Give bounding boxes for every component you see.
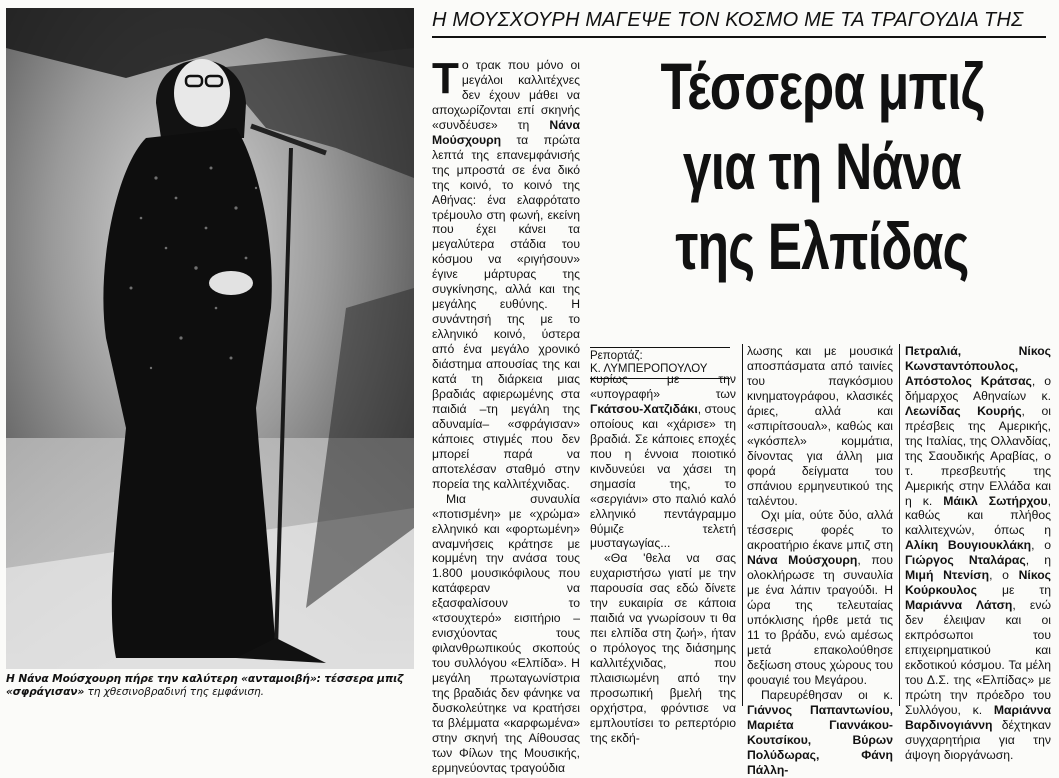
name-bold: Νάνα Μούσχουρη — [432, 117, 580, 147]
article-column-2 — [590, 372, 736, 745]
hands — [209, 271, 253, 295]
text-run: , ο — [989, 568, 1019, 583]
text-run: Οχι μία, ούτε δύο, αλλά τέσσερις φορές το ακροατήριο έκανε μπιζ στη — [747, 508, 893, 553]
singer-on-stage-image — [6, 8, 414, 669]
name-bold: Μαριάννα Βαρδινογιάννη — [905, 702, 1051, 732]
article-column-1 — [432, 54, 580, 775]
name-bold: Μαριάννα Λάτση — [905, 598, 1013, 613]
text-run: , η — [1025, 553, 1051, 568]
kicker-headline: Η ΜΟΥΣΧΟΥΡΗ ΜΑΓΕΨΕ ΤΟΝ ΚΟΣΜΟ ΜΕ ΤΑ ΤΡΑΓΟΥΔΙΑ ΤΗΣ — [432, 6, 1046, 38]
text-run: , που ολοκλήρωσε τη συναυλία με ένα λάπιν τραγούδι. Η ώρα της τελευταίας υπόκλισης ήρθε μετά τις 11 το βράδυ, ενώ αμέσως μετά επακολούθησε δεξίωση στους χώρους του φουαγιέ του Μεγάρου. — [747, 553, 893, 687]
paragraph: «Θα 'θελα να σας ευχαριστήσω γιατί με την παρουσία σας εδώ δίνετε την ευκαιρία σε κάποια παιδιά να γνωρίσουν τι θα πει ελπίδα στη ζωή», ήταν ο πρόλογος της διάσημης καλλιτέχνιδας, που πλαισιωμένη από την προσωπική βμελή της ορχήστρα, φρόντισε να εμπλουτίσει το ρεπερτόριο της εκδή- — [590, 551, 736, 745]
text-run: , ο δήμαρχος Αθηναίων κ. — [905, 373, 1051, 403]
text-run: ο τρακ που μόνο οι μεγάλοι καλλιτέχνες δεν έχουν μάθει να αποχωρίζονται επί σκηνής «συνδέυσε» τη — [432, 58, 580, 132]
dress — [103, 128, 276, 658]
text-run: τα πρώτα λεπτά της επανεμφάνισής της μπροστά σε ένα δικό της κοινό, το κοινό της Αθήνας: ένα ελαφρότατο τρέμουλο στη φωνή, εκείνη που έχει κάνει τα μεγαλύτερα στάδια του κόσμου να «ριγήσουν» έγινε μάρτυρας της συγκίνησης, αλλά και της μεγάλης ευθύνης. Η συνάντησή της με το ελληνικό κοινό, ύστερα από ένα μεγάλο χρονικό διάστημα απουσίας της και κατά τη διάρκεια μιας βραδιάς αφιερωμένης στα παιδιά –τη μεγάλη της αδυναμία– «σφράγισαν» κάποιες στιγμές που δεν μπορεί παρά να αποτελέσαν σταθμό στην πορεία της καλλιτέχνιδας. — [432, 132, 580, 491]
name-bold: Μιμή Ντενίση — [905, 568, 990, 583]
text-run: δέχτηκαν συγχαρητήρια για την άψογη διοργάνωση. — [905, 717, 1051, 762]
paragraph: λωσης και με μουσικά αποσπάσματα από ταινίες του παγκόσμιου κινηματογράφου, κλασικές άριες, αλλά και «σπιρίτσουαλ», καθώς και «γκόσπελ» κομμάτια, δίνοντας για άλλη μια φορά δείγματα του σπάνιου ερμηνευτικού της ταλέντου. — [747, 344, 893, 508]
main-headline — [644, 46, 1000, 286]
headline-line-2: για τη Νάνα — [682, 129, 962, 203]
name-bold: Αλίκη Βουγιουκλάκη — [905, 538, 1032, 553]
text-run: , καθώς και πλήθος καλλιτεχνών, όπως η — [905, 493, 1051, 538]
caption-bold-2: «σφράγισαν» — [6, 686, 85, 698]
article-column-4 — [905, 344, 1051, 762]
text-run: , ενώ δεν έλειψαν και οι εκπρόσωποι του επιχειρηματικού και εκδοτικού κόσμου. Τα μέλη του Δ.Σ. της «Ελπίδας» με πρώτη την πρόεδρο του Συλλόγου, κ. — [905, 598, 1051, 717]
name-bold: Γκάτσου-Χατζιδάκι — [590, 401, 698, 416]
caption-rest: τη χθεσινοβραδινή της εμφάνιση. — [84, 686, 264, 698]
text-run: Παρευρέθησαν οι κ. — [761, 687, 893, 702]
drop-cap: Τ — [432, 54, 459, 103]
name-bold: Γιώργος Νταλάρας — [905, 553, 1026, 568]
text-run: , ο — [1031, 538, 1051, 553]
face — [174, 59, 230, 127]
text-run: κυρίως με την «υπογραφή» των — [590, 372, 736, 401]
name-bold: Λεωνίδας Κουρής — [905, 403, 1022, 418]
caption-bold-1: Η Νάνα Μούσχουρη πήρε την καλύτερη «ανταμοιβή»: τέσσερα μπιζ — [6, 673, 404, 685]
text-run: , οι πρέσβεις της Αμερικής, της Ιταλίας, της Ολλανδίας, της Σαουδικής Αραβίας, ο τ. πρεσβευτής της Αμερικής στην Ελλάδα και η κ. — [905, 403, 1051, 508]
name-bold: Νάνα Μούσχουρη — [747, 553, 858, 568]
article-column-3 — [747, 344, 893, 777]
paragraph: Μια συναυλία «ποτισμένη» με «χρώμα» ελληνικό και «φορτωμένη» αναμνήσεις κράτησε με κομμένη την ανάσα τους 1.800 μουσικόφιλους που κατάφεραν να εξασφαλίσουν το «τσουχτερό» εισιτήριο –ενισχύοντας τους φιλανθρωπικούς σκοπούς του συλλόγου «Ελπίδα». Η μεγάλη πρωταγωνίστρια της βραδιάς δεν φάνηκε να δυσκολεύτηκε να κρατήσει τα βλέμματα «καρφωμένα» στην σκηνή της Αίθουσας των Φίλων της Μουσικής, ερμηνεύοντας τραγούδια — [432, 491, 580, 775]
headline-line-3: της Ελπίδας — [675, 209, 969, 283]
name-bold: Γιάννος Παπαντωνίου, Μαριέτα Γιαννάκου-Κουτσίκου, Βύρων Πολύδωρας, Φάνη Πάλλη- — [747, 702, 893, 777]
column-rule — [742, 344, 743, 706]
name-bold: Μάικλ Σωτήρχου — [943, 493, 1048, 508]
name-bold: Νίκος Κούρκουλος — [905, 568, 1051, 598]
photo-caption — [6, 673, 416, 699]
concert-photo — [6, 8, 414, 669]
text-run: με τη — [976, 583, 1051, 598]
text-run: , στους οποίους και «χάρισε» τη βραδιά. Σε κάποιες εποχές που η έννοια ποιοτικό κινδυνεύει να χάσει τη σημασία της, το «σεργιάνι» στο παλιό καλό ελληνικό πεντάγραμμο θύμιζε τελετή μυσταγωγίας... — [590, 401, 736, 551]
byline-label: Ρεπορτάζ: — [590, 350, 643, 362]
byline-name: Κ. ΛΥΜΠΕΡΟΠΟΥΛΟΥ — [590, 363, 708, 375]
name-bold: Πετραλιά, Νίκος Κωνσταντόπουλος, Απόστολος Κράτσας — [905, 344, 1051, 388]
headline-line-1: Τέσσερα μπιζ — [660, 49, 984, 123]
column-rule — [899, 344, 900, 706]
